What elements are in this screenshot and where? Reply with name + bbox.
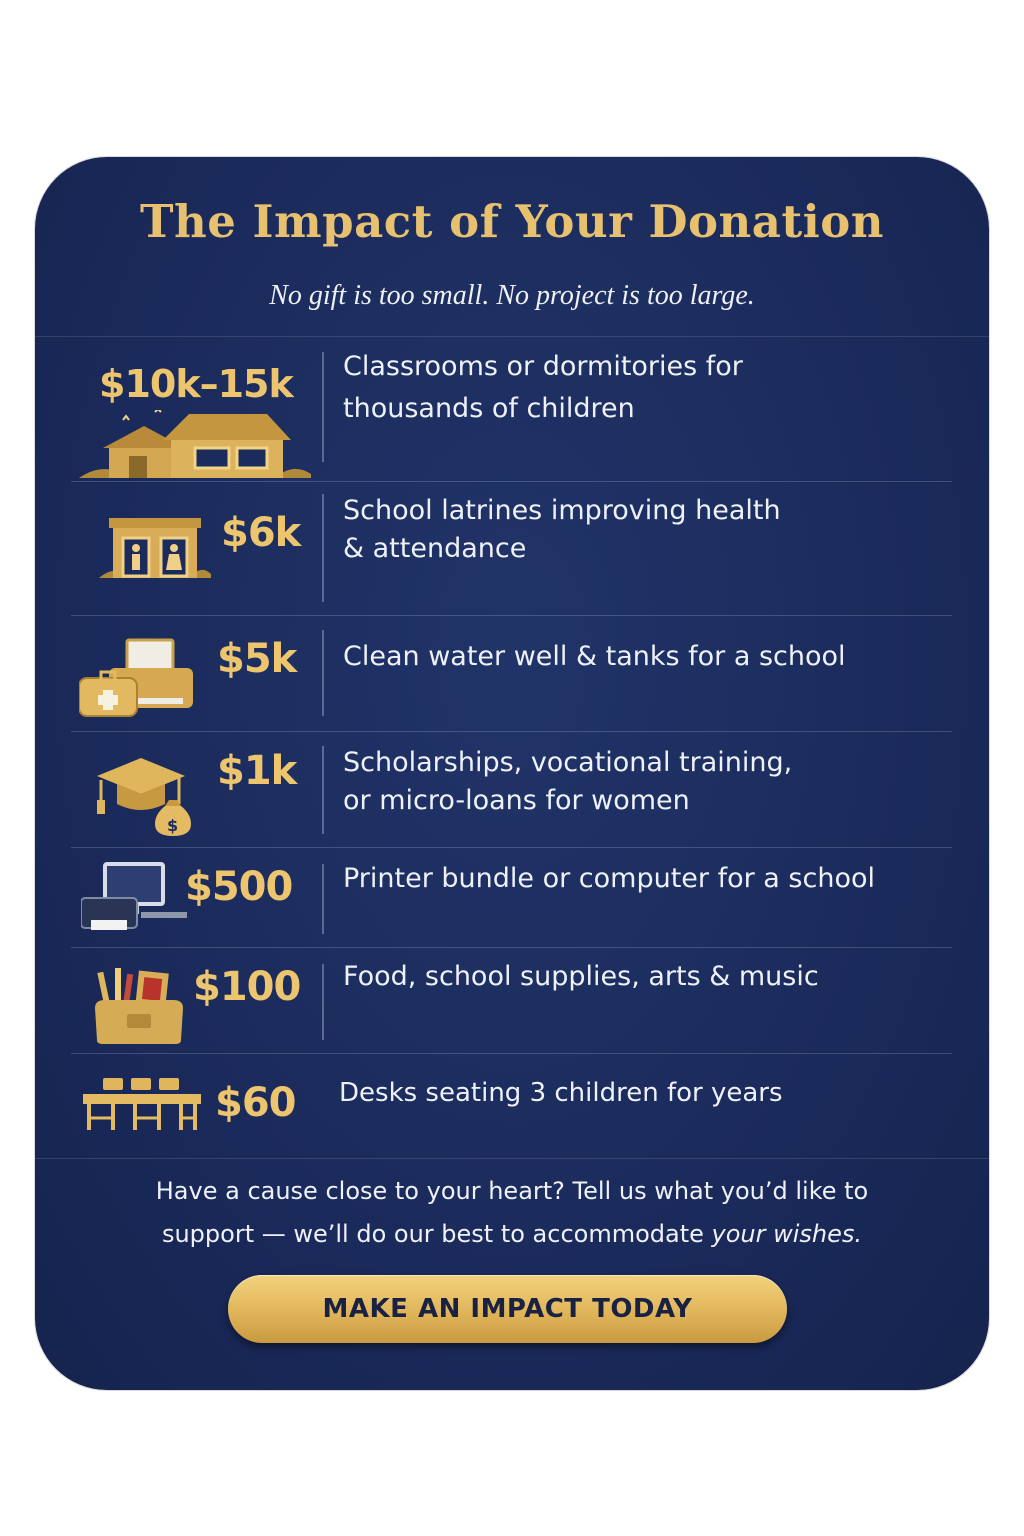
tier-row-100 [71,948,952,1054]
tier-description-line2: & attendance [343,533,527,564]
footer-line2 [35,1213,989,1256]
tier-amount: $6k [221,510,301,556]
tier-amount: $5k [217,636,297,682]
desk-icon [83,1078,201,1132]
tier-description-line1: Classrooms or dormitories for [343,351,743,382]
tier-amount: $60 [215,1080,296,1126]
tier-row-60 [71,1054,952,1158]
school-building-icon [79,410,311,482]
tier-description-line1: Printer bundle or computer for a school [343,863,875,894]
tier-row-1k [71,732,952,848]
tier-amount: $1k [217,748,297,794]
header-divider [35,336,989,337]
tier-row-5k [71,616,952,732]
row-divider [322,630,324,716]
computer-printer-icon [81,862,189,934]
tier-description-line1: Food, school supplies, arts & music [343,961,819,992]
row-divider [322,494,324,602]
make-an-impact-button[interactable]: MAKE AN IMPACT TODAY [228,1275,787,1343]
tier-description-line1: School latrines improving health [343,495,781,526]
footer-line1: Have a cause close to your heart? Tell us what you’d like to [155,1177,869,1205]
row-divider [322,964,324,1040]
medical-kit-printer-icon [79,638,195,718]
tier-row-6k [71,482,952,616]
tier-description-line1: Clean water well & tanks for a school [343,641,846,672]
tier-description-line1: Desks seating 3 children for years [339,1078,783,1108]
graduation-cap-money-bag-icon [95,752,199,836]
tier-description-line1: Scholarships, vocational training, [343,747,793,778]
school-supplies-bag-icon [91,968,187,1044]
donation-card [35,157,989,1390]
page-subtitle: No gift is too small. No project is too large. [269,280,755,311]
footer-line2-emphasis: your wishes. [711,1220,863,1248]
row-divider [322,746,324,834]
tier-description-line2: thousands of children [343,393,635,424]
row-divider [322,864,324,934]
tier-amount: $100 [193,964,301,1010]
svg-text:$: $ [167,816,179,835]
footer-divider [35,1158,989,1159]
tier-amount: $500 [185,864,293,910]
page-title: The Impact of Your Donation [139,195,885,248]
tier-amount: $10k–15k [99,362,293,406]
footer-line2-text: support — we’ll do our best to accommodate [161,1220,704,1248]
tier-row-10k-15k [71,338,952,482]
latrine-icon [99,516,211,580]
footer-message [35,1170,989,1256]
row-divider [322,352,324,462]
tier-description-line2: or micro-loans for women [343,785,690,816]
tier-row-500 [71,848,952,948]
